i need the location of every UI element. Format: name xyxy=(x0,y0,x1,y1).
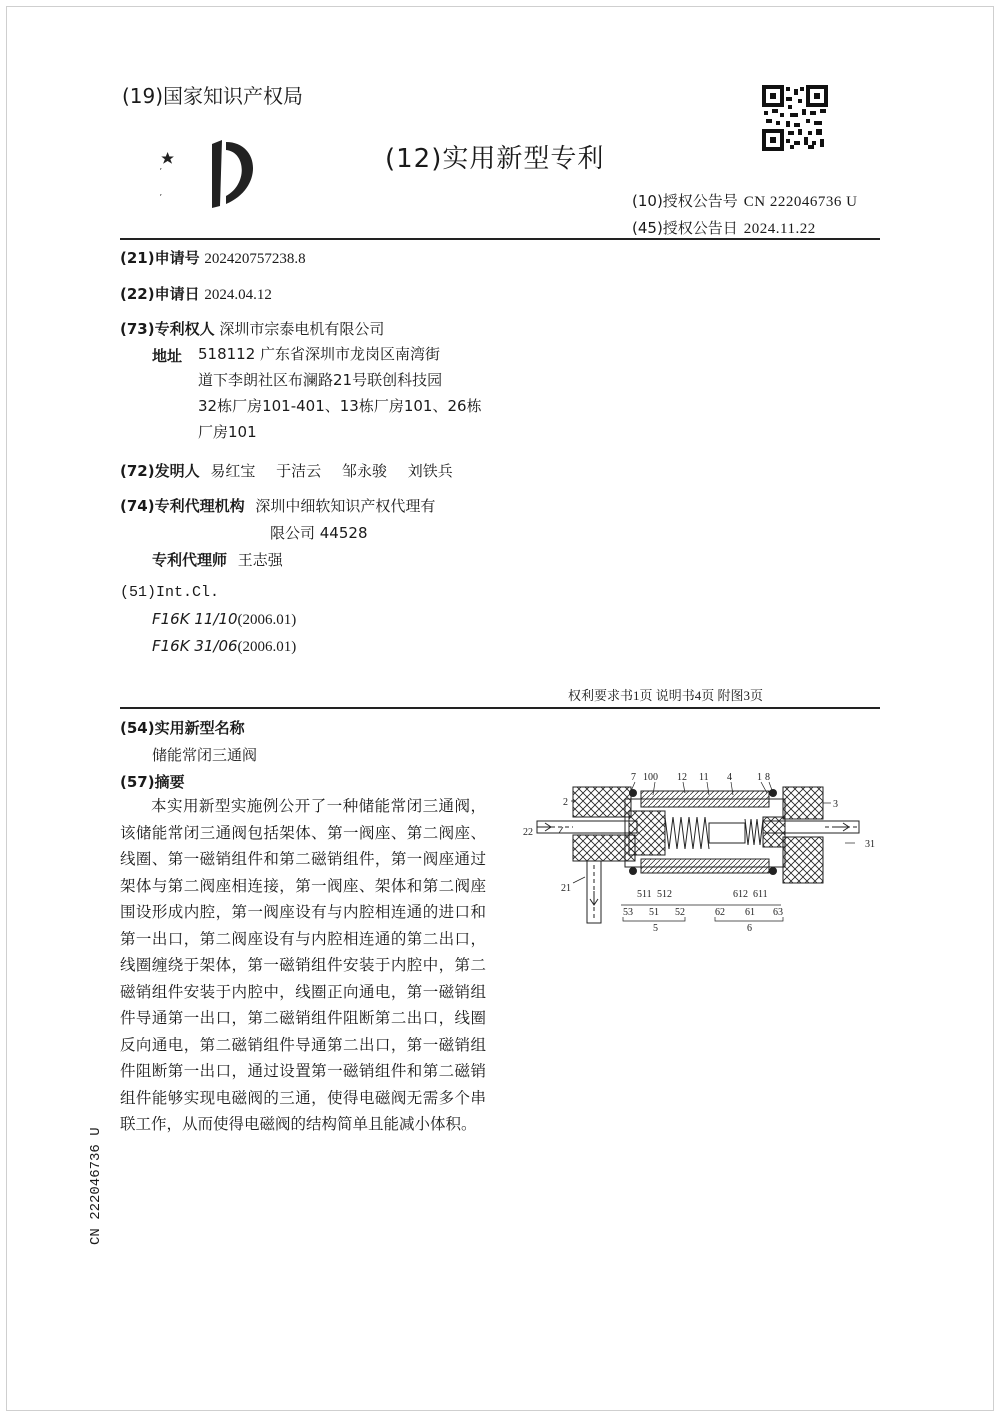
cnipa-logo xyxy=(160,132,260,212)
coil-bottom xyxy=(641,859,769,873)
inventor: 易红宝 xyxy=(210,462,256,480)
ref-6: 6 xyxy=(747,923,752,934)
qr-code xyxy=(762,85,828,151)
inventor: 于洁云 xyxy=(276,462,322,480)
agency-row xyxy=(120,495,435,516)
address-label: 地址 xyxy=(152,347,183,365)
address-line: 道下李朗社区布澜路21号联创科技园 xyxy=(198,371,443,389)
logo-arc xyxy=(226,142,253,204)
patentee-label: (73)专利权人 xyxy=(120,320,215,338)
ref-52: 52 xyxy=(675,907,685,918)
application-date-label: (22)申请日 xyxy=(120,285,200,303)
ref-3: 3 xyxy=(833,799,838,810)
agency-name: 深圳中细软知识产权代理有 xyxy=(255,497,436,515)
header-rule xyxy=(120,238,880,240)
inventors-label: (72)发明人 xyxy=(120,462,200,480)
seal xyxy=(629,789,637,797)
ref-31: 31 xyxy=(865,839,875,850)
application-date: 2024.04.12 xyxy=(204,287,272,303)
application-number-label: (21)申请号 xyxy=(120,249,200,267)
logo-star-1 xyxy=(161,152,174,164)
ref-1: 1 xyxy=(757,772,762,783)
classification-year: (2006.01) xyxy=(237,612,297,628)
coil-top xyxy=(641,791,769,807)
left-seat xyxy=(573,787,631,817)
agent-row xyxy=(152,549,283,570)
agency-label: (74)专利代理机构 xyxy=(120,497,245,515)
ref-8: 8 xyxy=(765,772,770,783)
spring-2 xyxy=(745,819,763,845)
ref-53: 53 xyxy=(623,907,633,918)
abstract-figure xyxy=(515,765,885,935)
office-name: (19)国家知识产权局 xyxy=(122,84,304,108)
right-seat-lower xyxy=(783,837,823,883)
patent-type: (12)实用新型专利 xyxy=(385,144,605,174)
application-number-row xyxy=(120,247,306,268)
ref-4: 4 xyxy=(727,772,732,783)
left-seat-lower xyxy=(573,835,635,861)
ref-511: 511 xyxy=(637,889,652,900)
agent-label: 专利代理师 xyxy=(152,551,228,569)
agent-name: 王志强 xyxy=(237,551,283,569)
address-line: 518112 广东省深圳市龙岗区南湾街 xyxy=(198,345,441,363)
ref-12: 12 xyxy=(677,772,687,783)
grant-number: CN 222046736 U xyxy=(743,194,858,210)
ref-612: 612 xyxy=(733,889,748,900)
ref-512: 512 xyxy=(657,889,672,900)
agency-name-line2: 限公司 44528 xyxy=(270,524,368,542)
ref-63: 63 xyxy=(773,907,783,918)
inventors-row xyxy=(120,460,453,481)
patentee-row xyxy=(120,318,384,339)
classification-year: (2006.01) xyxy=(237,639,297,655)
side-publication-number: CN 222046736 U xyxy=(88,1127,104,1245)
magnetic-pin-2 xyxy=(763,817,785,847)
title-label: (54)实用新型名称 xyxy=(120,719,245,737)
magnetic-pin-1 xyxy=(629,811,665,855)
right-seat xyxy=(783,787,823,819)
classification-code: F16K 11/10 xyxy=(152,610,238,628)
ref-611: 611 xyxy=(753,889,768,900)
grant-date-row xyxy=(632,217,816,238)
ref-22: 22 xyxy=(523,827,533,838)
grant-number-row xyxy=(632,190,857,211)
abstract-text: 本实用新型实施例公开了一种储能常闭三通阀，该储能常闭三通阀包括架体、第一阀座、第二阀座、线圈、第一磁销组件和第二磁销组件，第一阀座通过架体与第二阀座相连接，第一阀座、架体和第二阀座围设形成内腔，第一阀座设有与内腔相连通的进口和第一出口，第二阀座设有与内腔相连通的第二出口，线圈缠绕于架体，第一磁销组件安装于内腔中，第二磁销组件安装于内腔中，线圈正向通电，第一磁销组件导通第一出口，第二磁销组件阻断第二出口，线圈反向通电，第二磁销组件导通第二出口，第一磁销组件阻断第一出口，通过设置第一磁销组件和第二磁销组件能够实现电磁阀的三通，使得电磁阀无需多个串联工作，从而使得电磁阀的结构简单且能减小体积。 xyxy=(120,797,486,1133)
grant-number-label: (10)授权公告号 xyxy=(632,192,738,210)
ref-5: 5 xyxy=(653,923,658,934)
ref-62: 62 xyxy=(715,907,725,918)
ref-2: 2 xyxy=(563,797,568,808)
ref-51: 51 xyxy=(649,907,659,918)
logo-mark xyxy=(212,140,222,208)
ref-11: 11 xyxy=(699,772,709,783)
logo-star-4 xyxy=(160,190,162,202)
ref-7: 7 xyxy=(631,772,636,783)
inventor: 邹永骏 xyxy=(341,462,387,480)
ref-100: 100 xyxy=(643,772,658,783)
spring-1 xyxy=(665,817,709,849)
seal xyxy=(629,867,637,875)
inventor: 刘铁兵 xyxy=(407,462,453,480)
ref-61: 61 xyxy=(745,907,755,918)
page-count-info: 权利要求书1页 说明书4页 附图3页 xyxy=(568,688,764,703)
address-line: 32栋厂房101-401、13栋厂房101、26栋 xyxy=(198,397,482,415)
grant-date: 2024.11.22 xyxy=(743,221,816,237)
abstract-label: (57)摘要 xyxy=(120,773,185,791)
classification-1 xyxy=(152,610,296,629)
intcl-label: (51)Int.Cl. xyxy=(120,584,220,601)
grant-date-label: (45)授权公告日 xyxy=(632,219,738,237)
ref-21: 21 xyxy=(561,883,571,894)
logo-star-2 xyxy=(160,164,162,176)
section-rule xyxy=(120,707,880,709)
utility-model-title: 储能常闭三通阀 xyxy=(152,746,258,764)
application-date-row xyxy=(120,283,272,304)
seal xyxy=(769,867,777,875)
patentee: 深圳市宗泰电机有限公司 xyxy=(219,320,385,338)
classification-code: F16K 31/06 xyxy=(152,637,238,655)
address xyxy=(198,341,498,445)
application-number: 202420757238.8 xyxy=(204,251,306,267)
core-link xyxy=(709,823,745,843)
classification-2 xyxy=(152,637,296,656)
address-line: 厂房101 xyxy=(198,423,257,441)
